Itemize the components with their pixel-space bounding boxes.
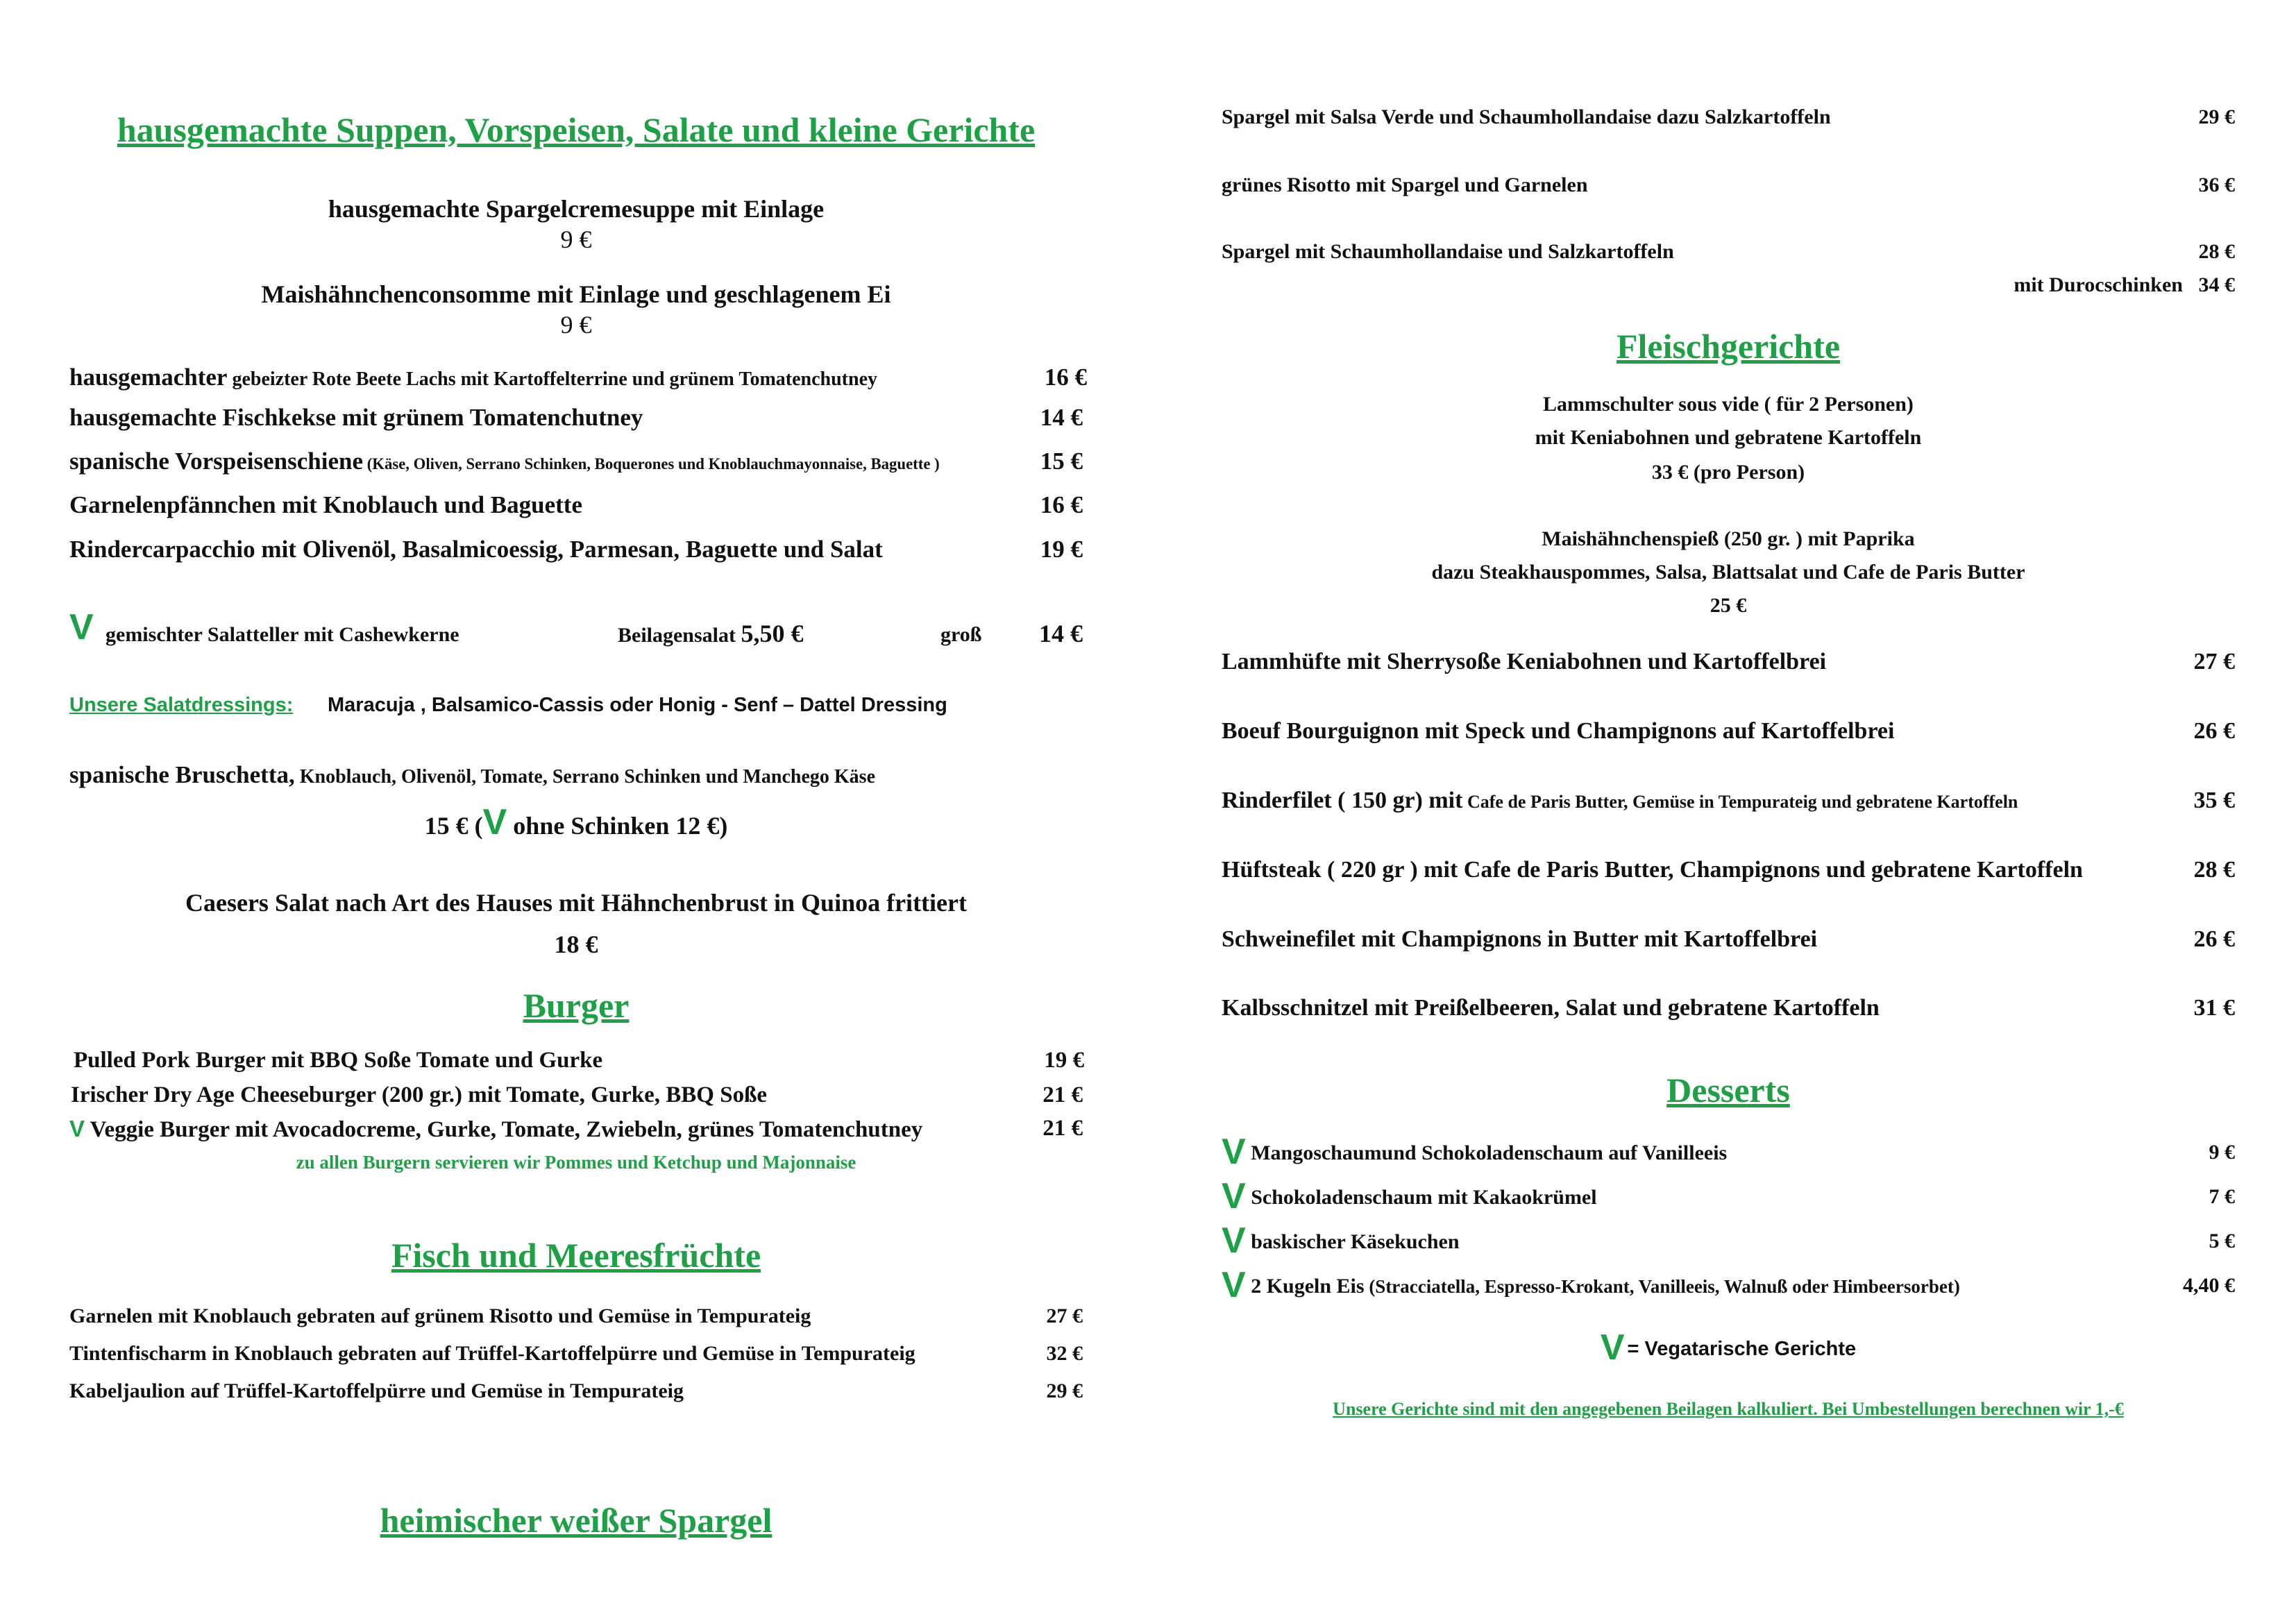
fish-heading: Fisch und Meeresfrüchte <box>391 1236 761 1275</box>
item-name: Schokoladenschaum mit Kakaokrümel <box>1251 1186 1597 1209</box>
menu-item <box>1222 857 2235 883</box>
menu-item <box>74 1048 1084 1073</box>
dessert-item <box>1222 1264 2235 1306</box>
item-price: 19 € <box>1040 536 1083 563</box>
menu-item <box>1222 173 2235 197</box>
desserts-heading: Desserts <box>1666 1071 1790 1110</box>
item-price: 14 € <box>1040 404 1083 431</box>
legend-text: = Vegatarische Gerichte <box>1627 1338 1857 1360</box>
menu-item <box>69 1305 1083 1328</box>
item-name: Rinderfilet ( 150 gr) mit <box>1222 788 1463 813</box>
dressing-label: Unsere Salatdressings: <box>69 694 294 716</box>
side-salad-label: Beilagensalat <box>618 624 736 647</box>
soup-2-price: 9 € <box>560 311 592 339</box>
item-name: Hüftsteak ( 220 gr ) mit Cafe de Paris Butter, Champignons und gebratene Kartoffeln <box>1222 857 2083 883</box>
menu-item <box>1222 240 2235 264</box>
item-price: 26 € <box>2193 718 2235 744</box>
menu-item <box>69 404 1083 432</box>
item-description: (Käse, Oliven, Serrano Schinken, Boquerones und Knoblauchmayonnaise, Baguette ) <box>363 455 940 473</box>
caesar-name: Caesers Salat nach Art des Hauses mit Hähnchenbrust in Quinoa frittiert <box>185 889 967 917</box>
menu-item <box>69 364 1087 391</box>
item-price: 31 € <box>2193 995 2235 1021</box>
soup-1-price: 9 € <box>560 226 592 253</box>
salad-name: gemischter Salatteller mit Cashewkerne <box>105 623 459 646</box>
bruschetta-alt: ohne Schinken 12 €) <box>507 812 728 840</box>
item-price: 19 € <box>1044 1048 1084 1073</box>
item-price: 15 € <box>1040 448 1083 475</box>
menu-item <box>1222 926 2235 953</box>
bruschetta <box>69 761 875 789</box>
item-price: 28 € <box>2198 240 2235 263</box>
item-price: 27 € <box>1046 1305 1083 1327</box>
item-price: 35 € <box>2193 788 2235 813</box>
skewer-price: 25 € <box>1710 594 1747 617</box>
vegetarian-icon: V <box>1222 1176 1246 1216</box>
item-name: Irischer Dry Age Cheeseburger (200 gr.) mit Tomate, Gurke, BBQ Soße <box>71 1082 768 1107</box>
item-price: 32 € <box>1046 1342 1083 1365</box>
menu-item <box>69 448 1083 475</box>
item-name: Tintenfischarm in Knoblauch gebraten auf Trüffel-Kartoffelpürre und Gemüse in Tempurateig <box>69 1342 915 1365</box>
bruschetta-price-line <box>69 801 1083 843</box>
dressing-text: Maracuja , Balsamico-Cassis oder Honig - Senf – Dattel Dressing <box>328 694 947 716</box>
vegetarian-icon: V <box>1600 1327 1625 1368</box>
vegetarian-icon: V <box>69 1116 85 1141</box>
item-name: Lammhüfte mit Sherrysoße Keniabohnen und Kartoffelbrei <box>1222 649 1827 674</box>
menu-item <box>71 1082 1083 1108</box>
item-description: (Stracciatella, Espresso-Krokant, Vanilleeis, Walnuß oder Himbeersorbet) <box>1364 1276 1960 1297</box>
bruschetta-price: 15 € ( <box>424 812 483 840</box>
item-name: hausgemachte Fischkekse mit grünem Tomatenchutney <box>69 404 643 431</box>
menu-item <box>69 1342 1083 1366</box>
vegetarian-icon: V <box>1222 1132 1246 1172</box>
item-price: 4,40 € <box>2183 1274 2235 1297</box>
soup-1-name: hausgemachte Spargelcremesuppe mit Einlage <box>328 195 825 223</box>
item-name: Garnelen mit Knoblauch gebraten auf grünem Risotto und Gemüse in Tempurateig <box>69 1305 811 1327</box>
vegetarian-icon: V <box>69 607 94 647</box>
vegetarian-legend <box>1222 1327 2235 1368</box>
lamb-shoulder-line-1: Lammschulter sous vide ( für 2 Personen) <box>1543 393 1914 416</box>
item-name: Spargel mit Schaumhollandaise und Salzkartoffeln <box>1222 240 1674 263</box>
item-name: 2 Kugeln Eis <box>1251 1275 1365 1298</box>
menu-item <box>1222 105 2235 129</box>
item-name: spanische Vorspeisenschiene <box>69 448 363 475</box>
footnote: Unsere Gerichte sind mit den angegebenen Beilagen kalkuliert. Bei Umbestellungen berechnen wir 1,-€ <box>1333 1399 2124 1419</box>
asparagus-extra <box>2014 273 2235 297</box>
large-salad-price: 14 € <box>1039 620 1083 647</box>
side-salad-price: 5,50 € <box>741 620 804 647</box>
vegetarian-icon: V <box>482 802 507 842</box>
item-name: hausgemachter <box>69 364 228 391</box>
menu-item <box>69 1379 1083 1403</box>
menu-item <box>1222 649 2235 675</box>
item-price: 36 € <box>2198 173 2235 196</box>
bruschetta-name: spanische Bruschetta, <box>69 761 295 788</box>
item-description: Cafe de Paris Butter, Gemüse in Tempurateig und gebratene Kartoffeln <box>1462 792 2018 812</box>
item-name: baskischer Käsekuchen <box>1251 1230 1460 1253</box>
item-name: Boeuf Bourguignon mit Speck und Champignons auf Kartoffelbrei <box>1222 718 1895 744</box>
side-salad <box>618 619 804 648</box>
item-name: Schweinefilet mit Champignons in Butter mit Kartoffelbrei <box>1222 926 1818 952</box>
item-name: Rindercarpacchio mit Olivenöl, Basalmicoessig, Parmesan, Baguette und Salat <box>69 536 883 563</box>
starters-heading: hausgemachte Suppen, Vorspeisen, Salate und kleine Gerichte <box>117 110 1036 149</box>
lamb-shoulder-line-2: mit Keniabohnen und gebratene Kartoffeln <box>1535 426 1922 449</box>
item-price: 29 € <box>1046 1379 1083 1402</box>
menu-item <box>69 491 1083 519</box>
item-name: Pulled Pork Burger mit BBQ Soße Tomate und Gurke <box>74 1048 603 1073</box>
item-name: Spargel mit Salsa Verde und Schaumhollandaise dazu Salzkartoffeln <box>1222 105 1831 128</box>
item-price: 16 € <box>1044 364 1087 391</box>
item-name: Veggie Burger mit Avocadocreme, Gurke, Tomate, Zwiebeln, grünes Tomatenchutney <box>85 1117 923 1142</box>
burger-heading: Burger <box>523 986 630 1025</box>
menu-item <box>1222 788 2235 814</box>
item-price: 9 € <box>2209 1141 2235 1164</box>
item-price: 7 € <box>2209 1185 2235 1208</box>
menu-item <box>69 1116 1083 1143</box>
soup-2-name: Maishähnchenconsomme mit Einlage und geschlagenem Ei <box>261 280 891 308</box>
menu-item <box>1222 995 2235 1021</box>
dessert-item <box>1222 1175 2235 1217</box>
vegetarian-icon: V <box>1222 1221 1246 1261</box>
item-price: 5 € <box>2209 1230 2235 1252</box>
asparagus-heading: heimischer weißer Spargel <box>380 1501 773 1540</box>
lamb-shoulder-price: 33 € (pro Person) <box>1651 461 1805 484</box>
extra-name: mit Durocschinken <box>2014 273 2183 296</box>
extra-price: 34 € <box>2198 273 2235 296</box>
item-price: 16 € <box>1040 491 1083 518</box>
item-price: 29 € <box>2198 105 2235 128</box>
item-price: 28 € <box>2193 857 2235 883</box>
item-description: gebeizter Rote Beete Lachs mit Kartoffelterrine und grünem Tomatenchutney <box>227 368 877 390</box>
item-name: Kabeljaulion auf Trüffel-Kartoffelpürre und Gemüse in Tempurateig <box>69 1379 684 1402</box>
menu-item <box>69 536 1083 563</box>
item-name: Kalbsschnitzel mit Preißelbeeren, Salat und gebratene Kartoffeln <box>1222 995 1880 1021</box>
meat-heading: Fleischgerichte <box>1616 327 1841 366</box>
dessert-item <box>1222 1131 2235 1173</box>
large-salad-label: groß <box>940 623 982 646</box>
burger-note: zu allen Burgern servieren wir Pommes und Ketchup und Majonnaise <box>296 1152 856 1173</box>
item-price: 26 € <box>2193 926 2235 952</box>
item-price: 21 € <box>1043 1116 1083 1141</box>
item-name: Garnelenpfännchen mit Knoblauch und Baguette <box>69 491 582 518</box>
bruschetta-description: Knoblauch, Olivenöl, Tomate, Serrano Schinken und Manchego Käse <box>294 766 875 788</box>
item-price: 21 € <box>1043 1082 1083 1107</box>
skewer-line-2: dazu Steakhauspommes, Salsa, Blattsalat und Cafe de Paris Butter <box>1431 561 2025 584</box>
item-price: 27 € <box>2193 649 2235 674</box>
skewer-line-1: Maishähnchenspieß (250 gr. ) mit Paprika <box>1542 527 1915 550</box>
caesar-price: 18 € <box>554 931 598 958</box>
item-name: grünes Risotto mit Spargel und Garnelen <box>1222 173 1588 196</box>
vegetarian-icon: V <box>1222 1265 1246 1305</box>
dessert-item <box>1222 1220 2235 1261</box>
menu-item <box>1222 718 2235 745</box>
item-name: Mangoschaumund Schokoladenschaum auf Vanilleeis <box>1251 1141 1728 1164</box>
